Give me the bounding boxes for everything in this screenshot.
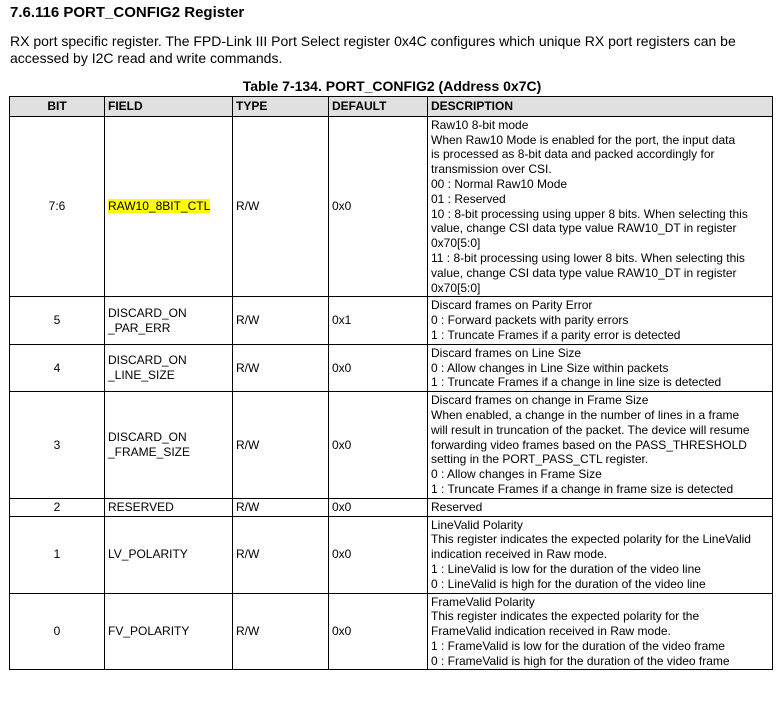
description-line: 1 : Truncate Frames if a parity error is detected xyxy=(431,327,681,342)
table-row xyxy=(10,516,773,593)
cell-bit: 3 xyxy=(10,392,105,499)
description-line: Discard frames on Line Size xyxy=(431,345,582,360)
description-line: 00 : Normal Raw10 Mode xyxy=(431,176,568,191)
cell-bit: 5 xyxy=(10,297,105,344)
cell-description xyxy=(428,516,773,593)
cell-type: R/W xyxy=(233,116,329,297)
table-row xyxy=(10,116,773,297)
intro-paragraph: RX port specific register. The FPD-Link III Port Select register 0x4C configures which unique RX port registers can be accessed by I2C read and write commands. xyxy=(10,33,736,66)
cell-field xyxy=(105,498,233,516)
register-table xyxy=(9,96,773,670)
cell-bit: 7:6 xyxy=(10,116,105,297)
cell-type: R/W xyxy=(233,344,329,391)
field-name-line: _PAR_ERR xyxy=(108,320,171,335)
table-row xyxy=(10,297,773,344)
header-default: DEFAULT xyxy=(329,97,428,117)
cell-field xyxy=(105,516,233,593)
description-line: 0x70[5:0] xyxy=(431,236,481,251)
cell-default: 0x0 xyxy=(329,392,428,499)
description-line: 10 : 8-bit processing using upper 8 bits. When selecting this xyxy=(431,206,748,221)
cell-type: R/W xyxy=(233,297,329,344)
cell-default: 0x0 xyxy=(329,498,428,516)
cell-description xyxy=(428,116,773,297)
description-line: 0 : Forward packets with parity errors xyxy=(431,313,629,328)
description-line: is processed as 8-bit data and packed accordingly for xyxy=(431,147,715,162)
header-description: DESCRIPTION xyxy=(428,97,773,117)
field-name-line: RESERVED xyxy=(108,499,174,514)
description-line: 0 : Allow changes in Frame Size xyxy=(431,467,602,482)
field-name-line: DISCARD_ON xyxy=(108,305,187,320)
description-line: This register indicates the expected polarity for the xyxy=(431,609,700,624)
description-line: forwarding video frames based on the PASS_THRESHOLD xyxy=(431,437,747,452)
description-line: FrameValid Polarity xyxy=(431,594,535,609)
field-name-line: LV_POLARITY xyxy=(108,547,188,562)
cell-type: R/W xyxy=(233,516,329,593)
field-name-line: FV_POLARITY xyxy=(108,624,190,639)
description-line: 0 : Allow changes in Line Size within packets xyxy=(431,360,669,375)
cell-bit: 0 xyxy=(10,593,105,670)
description-line: setting in the PORT_PASS_CTL register. xyxy=(431,452,649,467)
cell-field xyxy=(105,392,233,499)
description-line: will result in truncation of the packet. The device will resume xyxy=(431,422,750,437)
description-line: FrameValid indication received in Raw mode. xyxy=(431,624,671,639)
description-line: Reserved xyxy=(431,499,483,514)
cell-field xyxy=(105,344,233,391)
field-name-line: DISCARD_ON xyxy=(108,353,187,368)
description-line: Discard frames on Parity Error xyxy=(431,298,593,313)
table-row xyxy=(10,344,773,391)
description-line: 11 : 8-bit processing using lower 8 bits. When selecting this xyxy=(431,250,745,265)
cell-type: R/W xyxy=(233,593,329,670)
description-line: 1 : LineValid is low for the duration of the video line xyxy=(431,561,701,576)
description-line: indication received in Raw mode. xyxy=(431,547,608,562)
table-row xyxy=(10,593,773,670)
description-line: transmission over CSI. xyxy=(431,162,552,177)
cell-field xyxy=(105,297,233,344)
cell-field xyxy=(105,593,233,670)
table-row xyxy=(10,498,773,516)
cell-description xyxy=(428,593,773,670)
header-bit: BIT xyxy=(10,97,105,117)
description-line: This register indicates the expected polarity for the LineValid xyxy=(431,532,751,547)
description-line: When enabled, a change in the number of lines in a frame xyxy=(431,407,740,422)
cell-default: 0x0 xyxy=(329,593,428,670)
field-name-line: DISCARD_ON xyxy=(108,430,187,445)
cell-bit: 4 xyxy=(10,344,105,391)
field-name-line: RAW10_8BIT_CTL xyxy=(108,199,211,214)
cell-default: 0x0 xyxy=(329,344,428,391)
table-row xyxy=(10,392,773,499)
cell-bit: 1 xyxy=(10,516,105,593)
cell-default: 0x0 xyxy=(329,116,428,297)
description-line: 0 : LineValid is high for the duration of the video line xyxy=(431,576,706,591)
description-line: LineValid Polarity xyxy=(431,517,523,532)
cell-description xyxy=(428,297,773,344)
cell-bit: 2 xyxy=(10,498,105,516)
description-line: 0x70[5:0] xyxy=(431,280,481,295)
description-line: 01 : Reserved xyxy=(431,191,506,206)
description-line: When Raw10 Mode is enabled for the port, the input data xyxy=(431,132,736,147)
description-line: 1 : Truncate Frames if a change in frame size is detected xyxy=(431,481,734,496)
header-type: TYPE xyxy=(233,97,329,117)
table-caption: Table 7-134. PORT_CONFIG2 (Address 0x7C) xyxy=(242,78,542,94)
description-line: 1 : Truncate Frames if a change in line size is detected xyxy=(431,375,722,390)
cell-default: 0x0 xyxy=(329,516,428,593)
table-header-row xyxy=(10,97,773,117)
description-line: 1 : FrameValid is low for the duration of the video frame xyxy=(431,638,725,653)
field-name-line: _FRAME_SIZE xyxy=(108,444,191,459)
cell-description xyxy=(428,344,773,391)
cell-description xyxy=(428,498,773,516)
description-line: value, change CSI data type value RAW10_DT in register xyxy=(431,265,737,280)
cell-field xyxy=(105,116,233,297)
header-field: FIELD xyxy=(105,97,233,117)
cell-type: R/W xyxy=(233,498,329,516)
description-line: Raw10 8-bit mode xyxy=(431,117,529,132)
section-title: 7.6.116 PORT_CONFIG2 Register xyxy=(10,4,245,21)
cell-default: 0x1 xyxy=(329,297,428,344)
field-name-line: _LINE_SIZE xyxy=(108,367,175,382)
cell-description xyxy=(428,392,773,499)
description-line: value, change CSI data type value RAW10_DT in register xyxy=(431,221,737,236)
cell-type: R/W xyxy=(233,392,329,499)
description-line: Discard frames on change in Frame Size xyxy=(431,393,649,408)
description-line: 0 : FrameValid is high for the duration of the video frame xyxy=(431,653,730,668)
